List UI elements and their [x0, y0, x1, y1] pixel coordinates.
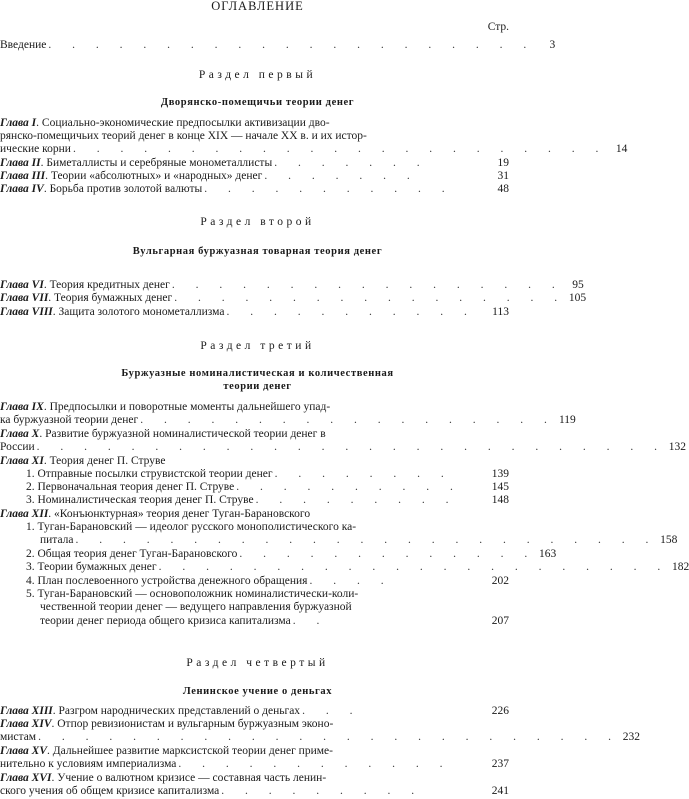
chapter-label: Глава XII [0, 508, 49, 520]
entry-text: России [0, 441, 35, 453]
page-number: 145 [491, 481, 509, 493]
entry-text: . Социально-экономические предпосылки активизации дво- [36, 117, 330, 129]
leader-dots: . . . . . . . . . . . . . [239, 548, 537, 560]
leader-dots: . . . . . . . . . . . . . . . . . . . . . . [158, 561, 670, 573]
chapter-label: Глава IV [0, 183, 44, 195]
leader-dots: . . . . . . . . . . . . . . . . . . . . . . . . . [38, 731, 620, 743]
page-number: 237 [491, 758, 509, 770]
toc-entry [26, 481, 509, 494]
section-subtitle: Вульгарная буржуазная товарная теория денег [132, 246, 383, 257]
toc-entry-line [0, 731, 640, 744]
entry-text: . Биметаллисты и серебряные монометаллисты [40, 157, 273, 169]
page-number: 226 [491, 705, 509, 717]
toc-entry [0, 306, 509, 319]
chapter-label: Глава XV [0, 745, 48, 757]
page-number: 148 [491, 494, 509, 506]
leader-dots: . . . . . . . . . . . . . . . . . . [140, 414, 556, 426]
toc-entry-line [0, 414, 576, 427]
toc-entry [26, 548, 557, 561]
entry-text: ические корни [0, 143, 71, 155]
toc-entry [26, 494, 509, 507]
entry-text: 3. Номиналистическая теория денег П. Струве [26, 494, 254, 506]
entry-text: нительно к условиям империализма [0, 758, 177, 770]
entry-text: . Теория денег П. Струве [43, 455, 166, 467]
toc-entry-line: чественной теории денег — ведущего направления буржуазной [40, 601, 352, 613]
entry-text: . «Конъюнктурная» теория денег Туган-Барановского [48, 508, 311, 520]
toc-entry [26, 468, 509, 481]
toc-entry [26, 561, 689, 574]
entry-text: . Учение о валютном кризисе — составная часть ленин- [51, 772, 327, 784]
entry-text: . Отпор ревизионистам и вульгарным буржуазным эконо- [51, 718, 334, 730]
entry-text: . Защита золотого монометаллизма [52, 306, 225, 318]
page-number: 232 [622, 731, 640, 743]
toc-entry-line [0, 428, 509, 441]
page-number: 14 [615, 143, 628, 155]
chapter-label: Глава III [0, 170, 46, 182]
toc-entry [0, 292, 587, 305]
leader-dots: . . . . . . . . . . [236, 481, 462, 493]
leader-dots: . . [292, 615, 329, 627]
toc-entry-line [0, 772, 509, 785]
toc-entry-intro [0, 39, 556, 52]
toc-entry-line [0, 508, 509, 521]
toc-entry-line [0, 745, 509, 758]
section-subtitle: Дворянско-помещичьи теории денег [160, 97, 355, 108]
leader-dots: . . . . . . . . . [221, 785, 424, 797]
page-number: 31 [497, 170, 509, 182]
leader-dots: . . . . . . . . [274, 468, 453, 480]
entry-text: . Теории «абсолютных» и «народных» денег [45, 170, 263, 182]
entry-text: мистам [0, 731, 37, 743]
section-heading: Раздел третий [200, 340, 315, 352]
leader-dots: . . . . . . . . . . . . . . . . . . . . . . . [72, 143, 608, 155]
page-number: 207 [491, 615, 509, 627]
chapter-label: Глава II [0, 157, 41, 169]
page-number: 105 [568, 292, 587, 304]
toc-entry-line: рянско-помещичьих теорий денег в конце XIX — начале XX в. и их истор- [0, 130, 367, 142]
section-subtitle: Ленинское учение о деньгах [182, 686, 333, 697]
toc-entry-line [40, 615, 509, 628]
page-number: 158 [660, 534, 678, 546]
leader-dots: . . . . . . . . . . . . . . . . . [171, 279, 564, 291]
entry-text: 2. Первоначальная теория денег П. Струве [26, 481, 235, 493]
entry-text: 3. Теории бумажных денег [26, 561, 157, 573]
entry-text: 1. Отправные посылки струвистской теории денег [26, 468, 273, 480]
entry-text: . Предпосылки и поворотные моменты дальнейшего упад- [43, 401, 331, 413]
page-number: 3 [549, 39, 556, 51]
page-column-header: Стр. [487, 21, 509, 33]
page-number: 163 [539, 548, 557, 560]
toc-entry [26, 575, 509, 588]
section-heading: Раздел второй [200, 216, 315, 228]
toc-entry-line [0, 401, 509, 414]
leader-dots: . . . . . . . . . . . [204, 183, 454, 195]
leader-dots: . . . . . . . . . . . . . . . . . . . . . [48, 39, 536, 51]
toc-entry-line [0, 117, 509, 130]
chapter-label: Глава XIII [0, 705, 53, 717]
page-number: 95 [572, 279, 584, 291]
page-number: 139 [491, 468, 509, 480]
toc-entry-line [0, 455, 509, 468]
leader-dots: . . . . . . . . . . . [226, 306, 476, 318]
toc-entry-line [0, 143, 628, 156]
entry-text: Введение [0, 39, 47, 51]
chapter-label: Глава XI [0, 455, 44, 467]
entry-text: . Борьба против золотой валюты [43, 183, 203, 195]
entry-text: ского учения об общем кризисе капитализма [0, 785, 220, 797]
chapter-label: Глава IX [0, 401, 44, 413]
chapter-label: Глава XIV [0, 718, 52, 730]
leader-dots: . . . . . . . . . . . . . . . . . . . . . . . . . . . [36, 441, 667, 453]
chapter-label: Глава XVI [0, 772, 52, 784]
section-heading: Раздел четвертый [186, 657, 329, 669]
entry-text: . Теория кредитных денег [43, 279, 170, 291]
entry-text: . Развитие буржуазной номиналистической теории денег в [39, 428, 326, 440]
entry-text: . Теория бумажных денег [48, 292, 173, 304]
chapter-label: Глава VII [0, 292, 49, 304]
toc-entry [0, 170, 509, 183]
page-number: 48 [497, 183, 509, 195]
toc-entry-line: 5. Туган-Барановский — основоположник номиналистически-коли- [26, 588, 359, 600]
page-number: 132 [668, 441, 687, 453]
leader-dots: . . . . [309, 575, 393, 587]
page-number: 202 [491, 575, 509, 587]
leader-dots: . . . . . . . . . . . . . . . . . . . . . . . . . [75, 534, 658, 546]
leader-dots: . . . . . . . [274, 157, 429, 169]
page-number: 241 [491, 785, 509, 797]
toc-entry [0, 705, 509, 718]
page-number: 119 [558, 414, 576, 426]
leader-dots: . . . . . . . . . [255, 494, 458, 506]
entry-text: 2. Общая теория денег Туган-Барановского [26, 548, 238, 560]
page-title: ОГЛАВЛЕНИЕ [211, 0, 304, 13]
toc-entry-line [40, 534, 678, 547]
chapter-label: Глава VIII [0, 306, 53, 318]
entry-text: ка буржуазной теории денег [0, 414, 139, 426]
entry-text: . Дальнейшее развитие марксистской теории денег приме- [47, 745, 333, 757]
leader-dots: . . . [302, 705, 362, 717]
toc-entry-line [0, 758, 509, 771]
chapter-label: Глава X [0, 428, 40, 440]
entry-text: теории денег периода общего кризиса капитализма [40, 615, 291, 627]
toc-entry [0, 157, 509, 170]
section-heading: Раздел первый [198, 69, 317, 81]
toc-entry [0, 183, 509, 196]
entry-text: 4. План послевоенного устройства денежного обращения [26, 575, 308, 587]
section-subtitle: Буржуазные номиналистическая и количественная [121, 368, 394, 379]
page-number: 113 [492, 306, 509, 318]
leader-dots: . . . . . . . . . . . . [178, 758, 452, 770]
section-subtitle: теории денег [223, 381, 292, 392]
entry-text: . Разгром народнических представлений о деньгах [52, 705, 301, 717]
toc-entry-line [0, 718, 509, 731]
chapter-label: Глава VI [0, 279, 44, 291]
page-number: 182 [671, 561, 689, 573]
toc-entry-line: 1. Туган-Барановский — идеолог русского монополистического ка- [26, 521, 357, 533]
page-number: 19 [497, 157, 509, 169]
leader-dots: . . . . . . . . . . . . . . . . . [174, 292, 567, 304]
toc-entry-line [0, 785, 509, 798]
chapter-label: Глава I [0, 117, 37, 129]
leader-dots: . . . . . . . [264, 170, 419, 182]
entry-text: питала [40, 534, 74, 546]
toc-entry-line [0, 441, 687, 454]
toc-entry [0, 279, 584, 292]
